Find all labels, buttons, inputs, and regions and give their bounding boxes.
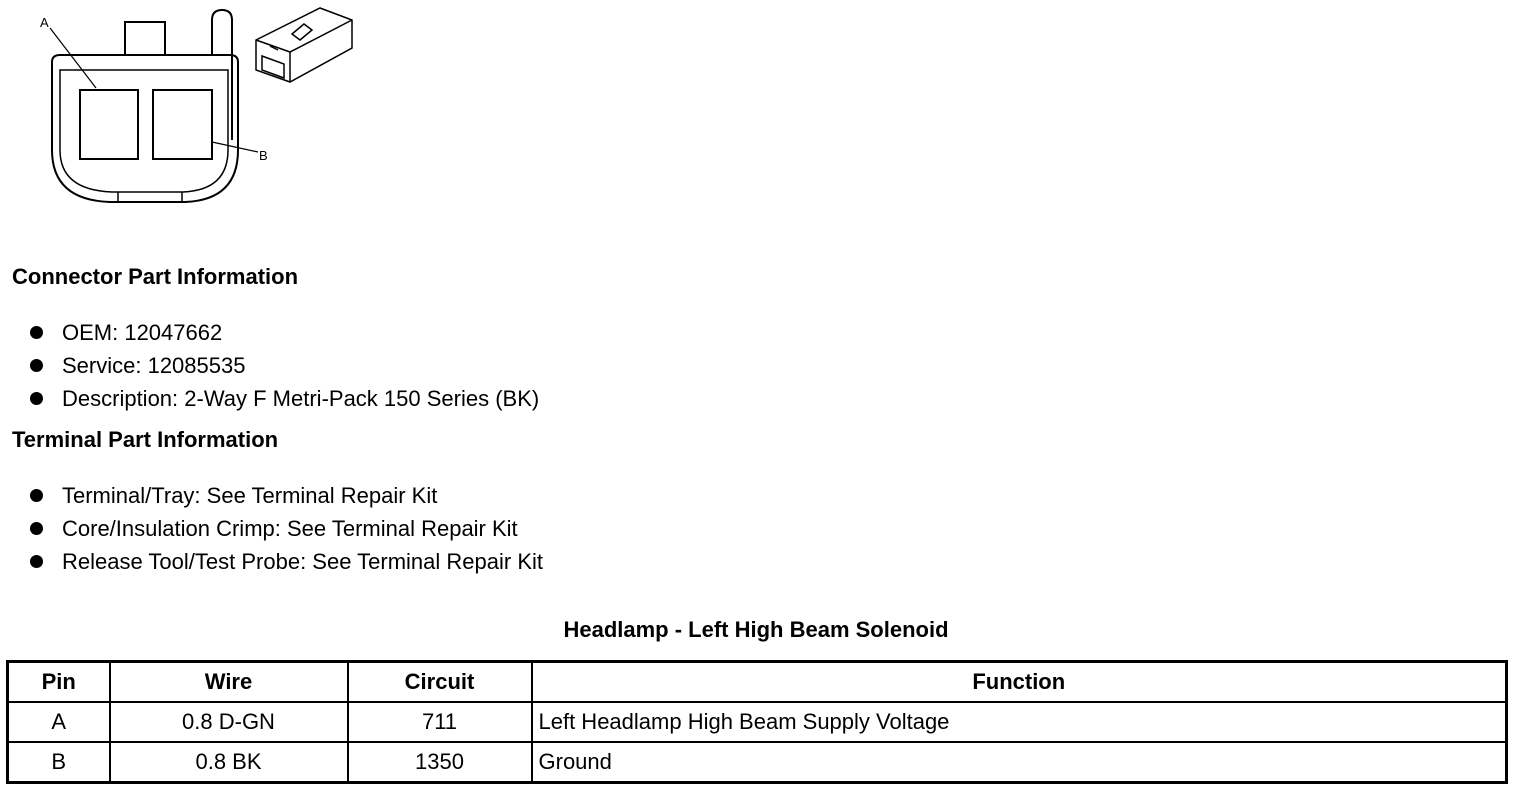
list-item-text: Service: 12085535	[62, 353, 246, 378]
leader-line-b	[212, 142, 258, 152]
cavity-b	[153, 90, 212, 159]
table-row	[8, 742, 1507, 783]
list-item	[30, 349, 539, 382]
cell-circuit: 1350	[348, 742, 532, 783]
list-item	[30, 316, 539, 349]
bullet-icon	[30, 392, 43, 405]
connector-part-list	[30, 316, 539, 415]
table-title: Headlamp - Left High Beam Solenoid	[563, 617, 949, 642]
cell-circuit: 711	[348, 702, 532, 742]
list-item	[30, 545, 543, 578]
pin-label-a: A	[40, 15, 49, 30]
cavity-a	[80, 90, 138, 159]
connector-diagram	[0, 0, 380, 215]
list-item-text: Release Tool/Test Probe: See Terminal Repair Kit	[62, 549, 543, 574]
list-item	[30, 512, 543, 545]
cell-function: Ground	[532, 742, 1507, 783]
table-row	[8, 702, 1507, 742]
list-item-text: Description: 2-Way F Metri-Pack 150 Series (BK)	[62, 386, 540, 411]
terminal-part-list	[30, 479, 543, 578]
cell-wire: 0.8 BK	[110, 742, 348, 783]
table-header-row	[8, 662, 1507, 703]
bullet-icon	[30, 555, 43, 568]
connector-latch-post	[212, 10, 232, 140]
connector-top-tab	[125, 22, 165, 55]
cell-wire: 0.8 D-GN	[110, 702, 348, 742]
bullet-icon	[30, 522, 43, 535]
bullet-icon	[30, 359, 43, 372]
list-item	[30, 382, 539, 415]
terminal-part-heading: Terminal Part Information	[12, 427, 279, 452]
column-header-wire: Wire	[110, 662, 348, 703]
cell-pin: B	[8, 742, 110, 783]
list-item-text: Terminal/Tray: See Terminal Repair Kit	[62, 483, 438, 508]
cell-pin: A	[8, 702, 110, 742]
pin-label-b: B	[259, 148, 268, 163]
list-item-text: OEM: 12047662	[62, 320, 223, 345]
leader-line-a	[50, 28, 96, 88]
connector-3d-view	[256, 8, 352, 82]
list-item	[30, 479, 543, 512]
bullet-icon	[30, 326, 43, 339]
connector-inner-outline	[60, 70, 228, 192]
pinout-table	[6, 660, 1508, 784]
connector-part-heading: Connector Part Information	[12, 264, 299, 289]
column-header-circuit: Circuit	[348, 662, 532, 703]
bullet-icon	[30, 489, 43, 502]
column-header-pin: Pin	[8, 662, 110, 703]
list-item-text: Core/Insulation Crimp: See Terminal Repair Kit	[62, 516, 518, 541]
column-header-function: Function	[532, 662, 1507, 703]
cell-function: Left Headlamp High Beam Supply Voltage	[532, 702, 1507, 742]
connector-bottom-rib	[118, 192, 182, 202]
